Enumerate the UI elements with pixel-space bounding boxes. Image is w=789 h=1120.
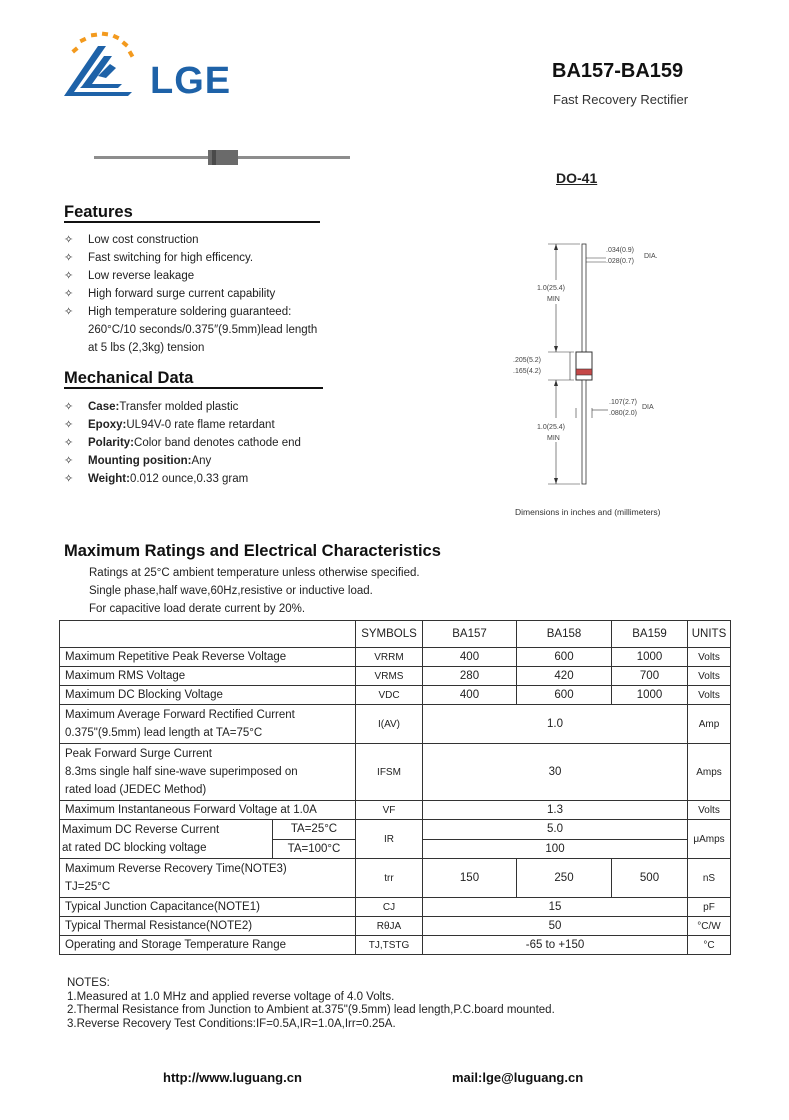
unit-cell: Volts [688, 686, 731, 705]
condition-line: Ratings at 25°C ambient temperature unless otherwise specified. [89, 567, 420, 579]
bullet-icon: ✧ [64, 419, 74, 431]
dimension-note: Dimensions in inches and (millimeters) [515, 507, 661, 517]
unit-cell: °C [688, 936, 731, 955]
list-item [64, 267, 394, 285]
list-item [64, 452, 394, 470]
value-cell: 1.3 [423, 801, 688, 820]
mech-value: UL94V-0 rate flame retardant [126, 419, 275, 431]
list-item [64, 470, 394, 488]
notes-title: NOTES: [67, 977, 110, 989]
table-row [60, 801, 731, 820]
package-dimension-drawing [540, 238, 660, 493]
value-cell: 150 [423, 859, 517, 898]
param-cell: Maximum RMS Voltage [60, 667, 356, 686]
param-line: 0.375"(9.5mm) lead length at TA=75°C [65, 727, 263, 739]
bullet-icon: ✧ [64, 234, 74, 246]
value-cell: -65 to +150 [423, 936, 688, 955]
param-line: 8.3ms single half sine-wave superimposed on [65, 766, 298, 778]
table-row [60, 686, 731, 705]
param-cell: Maximum DC Blocking Voltage [60, 686, 356, 705]
mechanical-list [64, 398, 394, 488]
feature-text: Low reverse leakage [88, 270, 195, 282]
param-line: Maximum Average Forward Rectified Current [65, 709, 295, 721]
features-list [64, 231, 394, 357]
mech-label: Case: [88, 401, 120, 413]
footer-website-link[interactable]: http://www.luguang.cn [163, 1070, 302, 1085]
table-row [60, 820, 731, 840]
mech-value: Transfer molded plastic [119, 401, 239, 413]
unit-cell: pF [688, 898, 731, 917]
param-line: Peak Forward Surge Current [65, 748, 213, 760]
list-item [64, 303, 394, 321]
feature-text-continued: 260°C/10 seconds/0.375″(9.5mm)lead length [88, 324, 318, 336]
value-cell: 600 [517, 648, 612, 667]
bullet-icon: ✧ [64, 437, 74, 449]
symbol-cell: VRRM [356, 648, 423, 667]
diode-image [94, 148, 350, 168]
feature-text: High forward surge current capability [88, 288, 276, 300]
lead-length-top: 1.0(25.4) [537, 285, 566, 292]
table-row [60, 917, 731, 936]
table-row [60, 648, 731, 667]
body-dia-label: DIA [642, 404, 654, 411]
param-cell [60, 859, 356, 898]
param-line: rated load (JEDEC Method) [65, 784, 207, 796]
condition-line: For capacitive load derate current by 20%. [89, 603, 306, 615]
lead-length-min-bottom: MIN [547, 435, 560, 442]
feature-text-continued: at 5 lbs (2,3kg) tension [88, 342, 205, 354]
header-blank [60, 621, 356, 648]
condition-line: Single phase,half wave,60Hz,resistive or inductive load. [89, 585, 373, 597]
value-cell: 1.0 [423, 705, 688, 744]
unit-cell: Volts [688, 801, 731, 820]
param-cell [60, 705, 356, 744]
body-dia-max: .107(2.7) [609, 399, 638, 406]
table-row [60, 859, 731, 898]
param-cell [60, 744, 356, 801]
symbol-cell: VF [356, 801, 423, 820]
lead-length-min-top: MIN [547, 296, 560, 303]
param-line: at rated DC blocking voltage [62, 842, 207, 854]
table-row [60, 744, 731, 801]
note-item: 2.Thermal Resistance from Junction to Ambient at.375"(9.5mm) lead length,P.C.board mounted. [67, 1004, 555, 1016]
features-underline [64, 221, 320, 223]
header-ba157: BA157 [423, 621, 517, 648]
lead-dia-max: .034(0.9) [606, 247, 635, 254]
lead-length-bottom: 1.0(25.4) [537, 424, 566, 431]
body-length-max: .205(5.2) [513, 357, 542, 364]
param-cell: Typical Junction Capacitance(NOTE1) [60, 898, 356, 917]
mech-label: Polarity: [88, 437, 135, 449]
body-length-min: .165(4.2) [513, 368, 542, 375]
param-line: Maximum DC Reverse Current [62, 824, 220, 836]
value-cell: 250 [517, 859, 612, 898]
mech-label: Weight: [88, 473, 130, 485]
note-item: 3.Reverse Recovery Test Conditions:IF=0.5A,IR=1.0A,Irr=0.25A. [67, 1017, 396, 1030]
value-cell: 500 [612, 859, 688, 898]
logo-text: LGE [150, 60, 232, 102]
value-cell: 100 [423, 839, 688, 859]
value-cell: 5.0 [423, 820, 688, 840]
list-item [64, 434, 394, 452]
lead-dia-min: .028(0.7) [606, 258, 635, 265]
product-subtitle: Fast Recovery Rectifier [553, 92, 689, 107]
symbol-cell: trr [356, 859, 423, 898]
part-number-title: BA157-BA159 [552, 60, 684, 82]
unit-cell: μAmps [688, 820, 731, 859]
unit-cell: nS [688, 859, 731, 898]
unit-cell: Amp [688, 705, 731, 744]
symbol-cell: IR [356, 820, 423, 859]
value-cell: 600 [517, 686, 612, 705]
symbol-cell: VDC [356, 686, 423, 705]
table-row [60, 898, 731, 917]
param-cell: Operating and Storage Temperature Range [60, 936, 356, 955]
lge-logo-mark [62, 28, 150, 100]
list-item [64, 285, 394, 303]
param-cell: Maximum Instantaneous Forward Voltage at 1.0A [60, 801, 356, 820]
value-cell: 30 [423, 744, 688, 801]
feature-text: High temperature soldering guaranteed: [88, 306, 292, 318]
feature-text: Fast switching for high efficency. [88, 252, 254, 264]
mech-value: Color band denotes cathode end [134, 437, 301, 449]
bullet-icon: ✧ [64, 306, 74, 318]
param-line: TJ=25°C [65, 881, 111, 893]
value-cell: 700 [612, 667, 688, 686]
bullet-icon: ✧ [64, 473, 74, 485]
features-title: Features [64, 203, 133, 221]
param-line: Maximum Reverse Recovery Time(NOTE3) [65, 863, 287, 875]
unit-cell: Volts [688, 648, 731, 667]
list-item [64, 416, 394, 434]
value-cell: 280 [423, 667, 517, 686]
header-units: UNITS [688, 621, 731, 648]
notes-block [67, 977, 555, 1031]
value-cell: 50 [423, 917, 688, 936]
mech-value: 0.012 ounce,0.33 gram [129, 473, 249, 485]
feature-text: Low cost construction [88, 234, 199, 246]
symbol-cell: TJ,TSTG [356, 936, 423, 955]
package-label: DO-41 [556, 170, 598, 186]
bullet-icon: ✧ [64, 270, 74, 282]
ratings-table [59, 620, 731, 955]
unit-cell: °C/W [688, 917, 731, 936]
unit-cell: Volts [688, 667, 731, 686]
value-cell: 1000 [612, 686, 688, 705]
param-cell [60, 820, 273, 859]
value-cell: 400 [423, 648, 517, 667]
mech-label: Mounting position: [88, 455, 192, 467]
body-dia-min: .080(2.0) [609, 410, 638, 417]
header-symbols: SYMBOLS [356, 621, 423, 648]
footer-email-link[interactable]: mail:lge@luguang.cn [452, 1070, 584, 1085]
mechanical-underline [64, 387, 323, 389]
value-cell: 420 [517, 667, 612, 686]
unit-cell: Amps [688, 744, 731, 801]
value-cell: 15 [423, 898, 688, 917]
bullet-icon: ✧ [64, 252, 74, 264]
list-item [64, 398, 394, 416]
note-item: 1.Measured at 1.0 MHz and applied reverse voltage of 4.0 Volts. [67, 990, 395, 1003]
symbol-cell: I(AV) [356, 705, 423, 744]
condition-cell: TA=100°C [273, 839, 356, 859]
list-item [64, 231, 394, 249]
list-item [64, 249, 394, 267]
table-row [60, 667, 731, 686]
header-ba158: BA158 [517, 621, 612, 648]
header-ba159: BA159 [612, 621, 688, 648]
symbol-cell: CJ [356, 898, 423, 917]
mechanical-title: Mechanical Data [64, 369, 194, 387]
condition-cell: TA=25°C [273, 820, 356, 840]
value-cell: 1000 [612, 648, 688, 667]
mech-value: Any [191, 455, 212, 467]
param-cell: Maximum Repetitive Peak Reverse Voltage [60, 648, 356, 667]
param-cell: Typical Thermal Resistance(NOTE2) [60, 917, 356, 936]
bullet-icon: ✧ [64, 401, 74, 413]
table-row [60, 936, 731, 955]
symbol-cell: RθJA [356, 917, 423, 936]
bullet-icon: ✧ [64, 288, 74, 300]
symbol-cell: IFSM [356, 744, 423, 801]
value-cell: 400 [423, 686, 517, 705]
table-header-row [60, 621, 731, 648]
lead-dia-label: DIA. [644, 253, 658, 260]
mech-label: Epoxy: [88, 419, 127, 431]
table-row [60, 705, 731, 744]
ratings-title: Maximum Ratings and Electrical Characteristics [64, 542, 441, 560]
symbol-cell: VRMS [356, 667, 423, 686]
bullet-icon: ✧ [64, 455, 74, 467]
